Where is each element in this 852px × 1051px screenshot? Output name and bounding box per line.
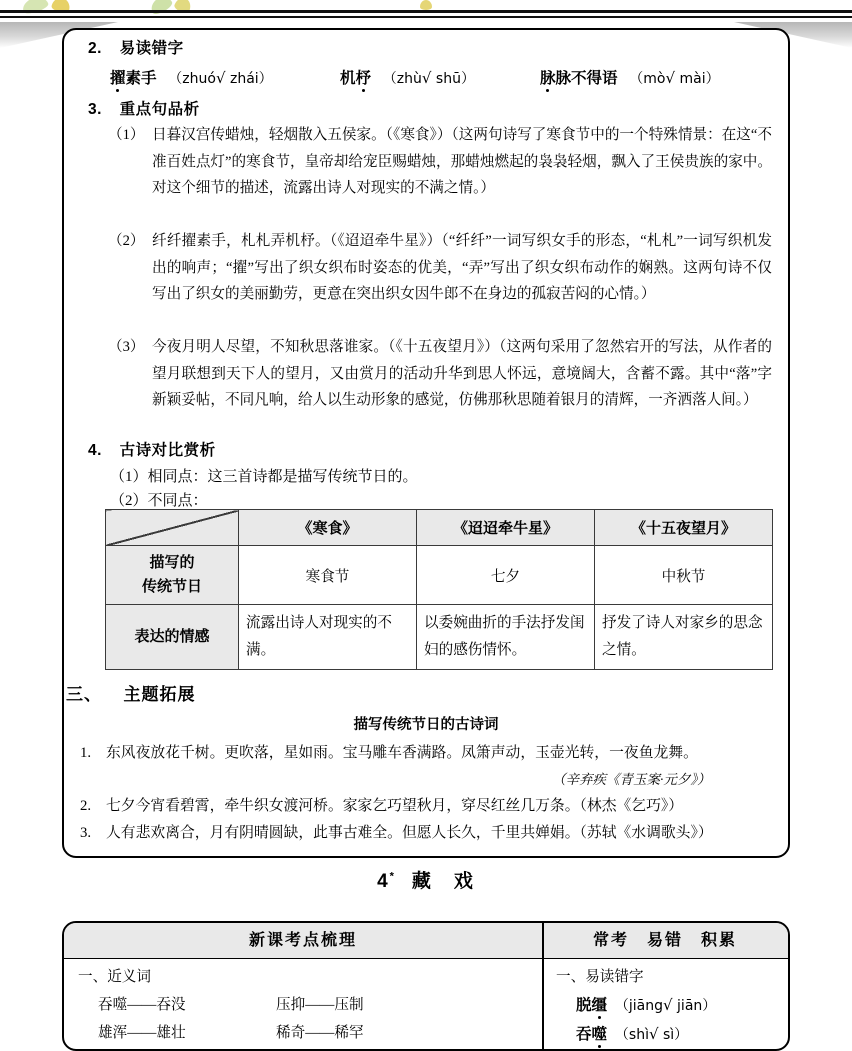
table-col-header: 《寒食》 [239, 510, 417, 546]
mispronounced-entry: 擢素手 （zhuó√ zhái） [110, 69, 273, 87]
section-3-heading [88, 97, 200, 119]
lesson-header-right: 常考 易错 积累 [592, 932, 737, 949]
compare-point-text: 相同点：这三首诗都是描写传统节日的。 [147, 469, 418, 485]
header-rule-thick [0, 10, 852, 13]
poem-item [80, 793, 772, 819]
compare-point-same [110, 465, 418, 490]
lesson-name: 藏 戏 [411, 871, 475, 892]
row-header-line: 描写的 [149, 554, 195, 571]
poem-text: 人有悲欢离合，月有阴晴圆缺，此事古难全。但愿人长久，千里共婵娟。（苏轼《水调歌头》） [106, 825, 713, 841]
mispronounced-entry: 脉脉不得语 （mò√ mài） [540, 69, 720, 87]
page-top-decoration [0, 0, 852, 30]
mispronounced-word: 机杼 [340, 70, 372, 87]
compare-point-label: （1） [110, 469, 148, 485]
lesson-title [0, 866, 852, 893]
pinyin-group: （zhù [382, 71, 422, 87]
lesson-header-left: 新课考点梳理 [248, 932, 357, 949]
leaf-icon [420, 0, 432, 10]
lesson-number: 4 [377, 871, 390, 892]
section-three-marker: 三、 [66, 685, 102, 704]
poem-text: 七夕今宵看碧霄，牵牛织女渡河桥。家家乞巧望秋月，穿尽红丝几万条。（林杰《乞巧》） [106, 798, 684, 814]
lesson-star: * [389, 870, 396, 883]
lesson-left-column [78, 963, 530, 1047]
synonyms-title: 近义词 [107, 969, 151, 985]
lesson-column-divider [542, 923, 544, 1050]
poem-label: 1. [80, 745, 92, 761]
section-2-heading [88, 36, 184, 58]
table-col-header: 《十五夜望月》 [595, 510, 773, 546]
mispronounced-entry: 机杼 （zhù√ shū） [340, 69, 475, 87]
poem-text: 东风夜放花千树。更吹落，星如雨。宝马雕车香满路。凤箫声动，玉壶光转，一夜鱼龙舞。 [106, 745, 698, 761]
analysis-item-text: 纤纤擢素手，札札弄机杼。（《迢迢牵牛星》）（“纤纤”一词写织女手的形态，“札札”一词写织机发出的响声；“擢”写出了织女织布时姿态的优美，“弄”写出了织女织布动作的娴熟。这两句诗不仅写出了织女的美丽勤劳，更意在突出织女因牛郎不在身边的孤寂苦闷的心情。） [152, 233, 772, 302]
table-cell: 寒食节 [239, 546, 417, 605]
poem-label: 2. [80, 798, 92, 814]
analysis-item-label: （3） [108, 339, 145, 355]
header-rule-thin [0, 16, 852, 18]
section-three-subtitle: 描写传统节日的古诗词 [353, 717, 499, 733]
synonyms-marker: 一、 [78, 969, 108, 985]
poem-item [80, 740, 772, 766]
poem-item [80, 820, 772, 846]
analysis-item [108, 334, 772, 414]
analysis-item-label: （2） [108, 233, 145, 249]
section-three-title: 主题拓展 [123, 685, 196, 704]
pinyin-group: （mò [629, 71, 666, 87]
mispronounced-entry: 吞噬 （shì√ sì） [576, 1025, 689, 1043]
correct-tick-icon: √ [665, 69, 676, 87]
synonym-row [78, 991, 530, 1019]
mispronounced-marker: 一、 [556, 969, 586, 985]
table-cell: 中秋节 [595, 546, 773, 605]
mispronounced-title: 易读错字 [585, 969, 644, 985]
leaf-icon [148, 0, 174, 17]
synonyms-heading [78, 963, 530, 991]
mispronounced-word: 脉脉不得语 [540, 70, 618, 87]
pinyin-group: （jiāng [614, 998, 664, 1014]
correct-tick-icon: √ [421, 69, 432, 87]
compare-point-text: 不同点： [147, 493, 208, 509]
analysis-item [108, 228, 772, 308]
correct-tick-icon: √ [648, 1025, 659, 1043]
analysis-item-text: 今夜月明人尽望，不知秋思落谁家。（《十五夜望月》）（这两句采用了忽然宕开的写法，从作者的望月联想到天下人的望月，又由赏月的活动升华到思人怀远，意境阔大，含蓄不露。其中“落”字新颖妥帖，不同凡响，给人以生动形象的感觉，仿佛那秋思随着银月的清辉，一齐洒落人间。） [152, 339, 772, 408]
section-three-heading [66, 680, 195, 705]
mispronounced-word: 擢素手 [110, 70, 157, 87]
table-cell: 流露出诗人对现实的不满。 [239, 605, 417, 670]
table-row-header: 表达的情感 [106, 605, 239, 670]
pinyin-group: （shì [614, 1027, 649, 1043]
lesson-table-header [64, 923, 788, 959]
section-2-number: 2. [88, 40, 102, 57]
synonym-pair: 雄浑——雄壮 [98, 1025, 186, 1041]
table-cell: 以委婉曲折的手法抒发闺妇的感伤情怀。 [417, 605, 595, 670]
table-header-row [106, 510, 773, 546]
table-row-header [106, 546, 239, 605]
compare-point-label: （2） [110, 493, 148, 509]
section-2-title: 易读错字 [119, 40, 184, 57]
table-row [106, 605, 773, 670]
correct-tick-icon: √ [663, 996, 673, 1014]
poem-label: 3. [80, 825, 92, 841]
synonym-pair: 吞噬——吞没 [98, 997, 186, 1013]
table-corner-cell [106, 510, 239, 546]
correct-tick-icon: √ [215, 69, 226, 87]
mispronounced-heading [556, 963, 780, 991]
section-3-title: 重点句品析 [119, 101, 200, 118]
leaf-icon [20, 0, 49, 16]
section-4-title: 古诗对比赏析 [119, 442, 216, 459]
analysis-item-label: （1） [108, 127, 145, 143]
table-col-header: 《迢迢牵牛星》 [417, 510, 595, 546]
mispronounced-entry: 脱缰 （jiāng√ jiān） [576, 996, 717, 1014]
synonym-pair: 压抑——压制 [276, 997, 364, 1013]
poem-attribution: （辛弃疾《青玉案·元夕》） [552, 772, 711, 787]
section-4-heading [88, 438, 216, 460]
section-4-number: 4. [88, 442, 102, 459]
lesson-right-column [556, 963, 780, 1049]
synonym-pair: 稀奇——稀罕 [276, 1025, 364, 1041]
table-row [106, 546, 773, 605]
synonym-row [78, 1019, 530, 1047]
table-cell: 七夕 [417, 546, 595, 605]
comparison-table [105, 509, 773, 670]
mispronounced-word: 吞噬 [576, 1026, 608, 1043]
analysis-item-text: 日暮汉宫传蜡烛，轻烟散入五侯家。（《寒食》）（这两句诗写了寒食节中的一个特殊情景：在这“不准百姓点灯”的寒食节，皇帝却给宠臣赐蜡烛，那蜡烛燃起的袅袅轻烟，飘入了王侯贵族的家中。对这个细节的描述，流露出诗人对现实的不满之情。） [152, 127, 772, 196]
mispronounced-word: 脱缰 [576, 997, 608, 1014]
section-3-number: 3. [88, 101, 102, 118]
pinyin-group: （zhuó [168, 71, 216, 87]
analysis-item [108, 122, 772, 202]
table-cell: 抒发了诗人对家乡的思念之情。 [595, 605, 773, 670]
row-header-line: 传统节日 [141, 578, 202, 595]
